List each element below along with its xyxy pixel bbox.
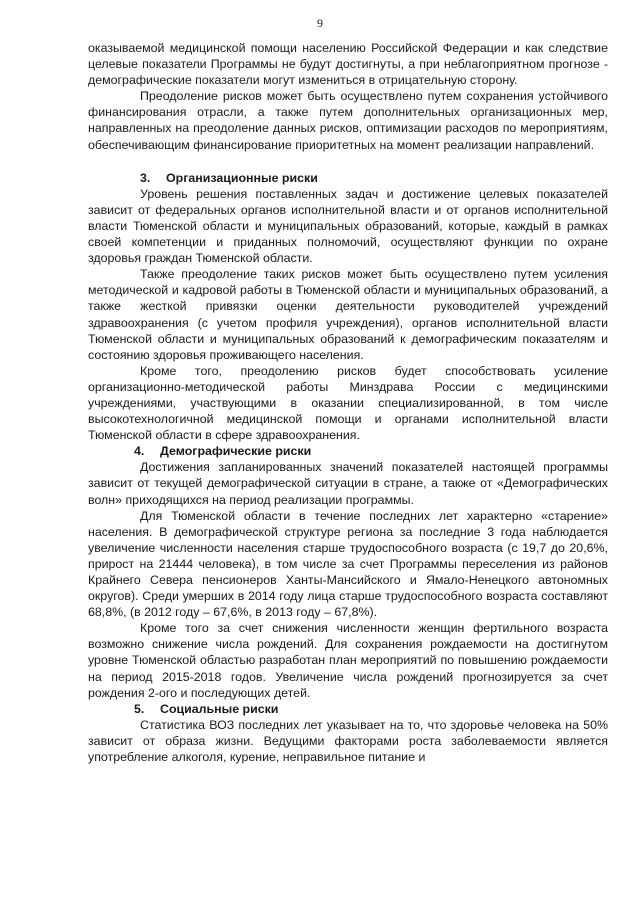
paragraph: оказываемой медицинской помощи населению Российской Федерации и как следствие целевые показатели Программы не будут достигнуты, а при неблагоприятном прогнозе - демографические показатели могут измениться в отрицательную сторону. [88, 41, 608, 88]
section-number: 4. [134, 444, 145, 459]
paragraph: Уровень решения поставленных задач и достижение целевых показателей зависит от федеральных органов исполнительной власти и от органов исполнительной власти Тюменской области и муниципальных образований, которые, каждый в рамках своей компетенции и приданных полномочий, осуществляют функции по охране здоровья граждан Тюменской области. [88, 186, 608, 266]
page-number: 9 [317, 16, 323, 30]
paragraph: Для Тюменской области в течение последних лет характерно «старение» населения. В демографической структуре региона за последние 3 года наблюдается увеличение численности населения старше трудоспособного возраста (с 19,7 до 20,6%, прирост на 21444 человека), в том числе за счет Программы переселения из районов Крайнего Севера пенсионеров Ханты-Мансийского и Ямало-Ненецкого автономных округов). Среди умерших в 2014 году лица старше трудоспособного возраста составляют 68,8%, (в 2012 году – 67,6%, в 2013 году – 67,8%). [88, 508, 608, 620]
section-number: 5. [134, 701, 145, 716]
section-title: Организационные риски [166, 170, 318, 185]
paragraph: Кроме того, преодолению рисков будет способствовать усиление организационно-методической работы Минздрава России с медицинскими учреждениями, участвующими в оказании специализированной, в том числе высокотехнологичной медицинской помощи и органами исполнительной власти Тюменской области в сфере здравоохранения. [88, 363, 608, 443]
section-number: 3. [140, 170, 151, 185]
section-title: Социальные риски [160, 701, 279, 716]
page-content [88, 40, 608, 765]
section-heading-social-risks [88, 701, 608, 717]
paragraph: Преодоление рисков может быть осуществлено путем сохранения устойчивого финансирования отрасли, а также путем дополнительных организационных мер, направленных на преодоление данных рисков, оптимизации расходов по мероприятиям, обеспечивающим финансирование приоритетных на момент реализации направлений. [88, 89, 608, 152]
paragraph: Кроме того за счет снижения численности женщин фертильного возраста возможно снижение числа рождений. Для сохранения рождаемости на достигнутом уровне Тюменской областью разработан план мероприятий по повышению рождаемости на период 2015-2018 годов. Увеличение числа рождений прогнозируется за счет рождения 2-ого и последующих детей. [88, 621, 608, 700]
section-heading-organizational-risks [88, 170, 608, 186]
section-heading-demographic-risks [88, 443, 608, 459]
paragraph: Статистика ВОЗ последних лет указывает на то, что здоровье человека на 50% зависит от образа жизни. Ведущими факторами роста заболеваемости является употребление алкоголя, курение, неправильное питание и [88, 717, 608, 765]
section-title: Демографические риски [160, 444, 312, 459]
paragraph: Также преодоление таких рисков может быть осуществлено путем усиления методической и кадровой работы в Тюменской области и муниципальных образований, а также жесткой привязки оценки деятельности руководителей учреждений здравоохранения (с учетом профиля учреждения), органов исполнительной власти Тюменской области и муниципальных образований к демографическим показателям и состоянию здоровья проживающего населения. [88, 267, 608, 362]
paragraph: Достижения запланированных значений показателей настоящей программы зависит от текущей демографической ситуации в стране, а также от «Демографических волн» приходящихся на период реализации программы. [88, 460, 608, 507]
